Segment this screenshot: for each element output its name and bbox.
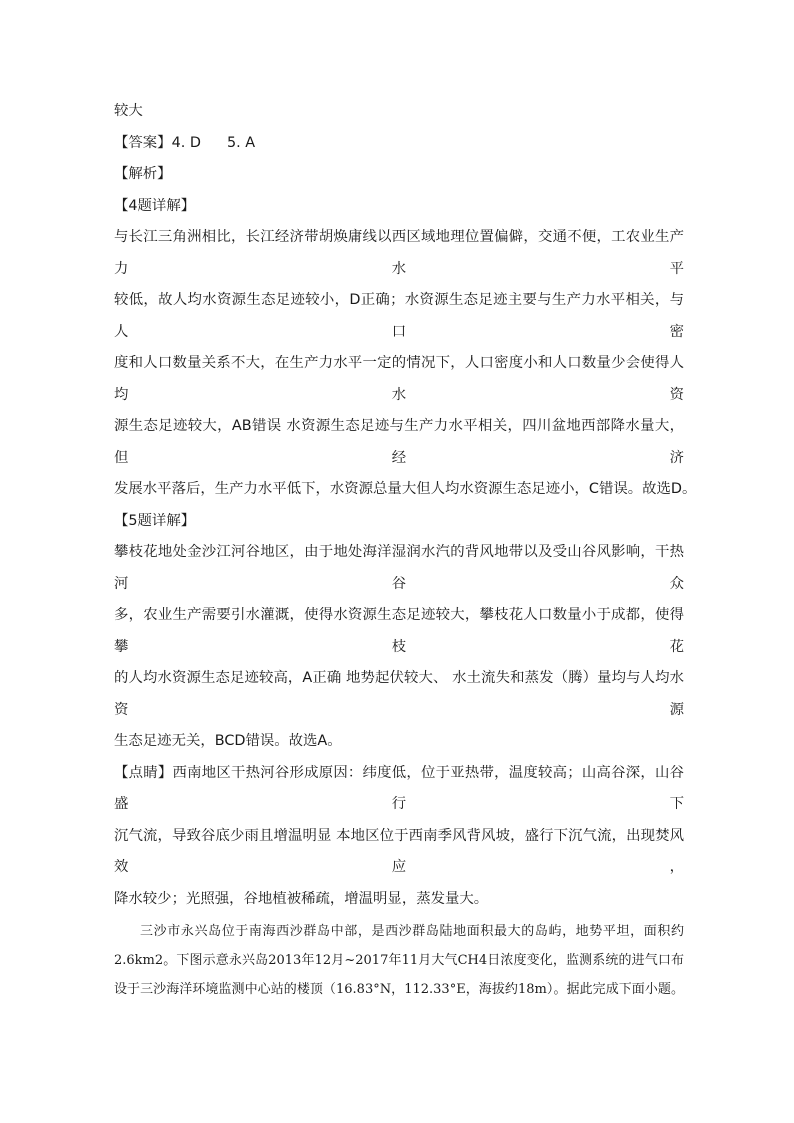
q4-line-2: 较低，故人均水资源生态足迹较小，D正确；水资源生态足迹主要与生产力水平相关，与人口密 [114, 292, 684, 340]
intro-line-1: 三沙市永兴岛位于南海西沙群岛中部，是西沙群岛陆地面积最大的岛屿，地势平坦，面积约 [140, 924, 684, 939]
tip-line-2: 沉气流，导致谷底少雨且增温明显 本地区位于西南季风背风坡，盛行下沉气流，出现焚风效应， [114, 827, 684, 875]
q5-line-2: 多，农业生产需要引水灌溉，使得水资源生态足迹较大，攀枝花人口数量小于成都，使得攀枝花 [114, 607, 684, 655]
q4-line-4: 源生态足迹较大，AB错误 水资源生态足迹与生产力水平相关，四川盆地西部降水量大，但经济 [114, 418, 684, 466]
text-line-carryover: 较大 [114, 103, 143, 119]
q5-heading: 【5题详解】 [114, 512, 196, 529]
q4-heading: 【4题详解】 [114, 197, 196, 214]
question-intro [114, 917, 684, 1004]
answer-5: 5. A [226, 134, 256, 151]
document-page [114, 96, 697, 1004]
answer-label: 【答案】4. D [114, 134, 201, 151]
intro-line-3: 设于三沙海洋环境监测中心站的楼顶（16.83°N，112.33°E，海拔约18m）。据此完成下面小题。 [114, 982, 684, 997]
q5-line-1: 攀枝花地处金沙江河谷地区，由于地处海洋湿润水汽的背风地带以及受山谷风影响，干热河谷众 [114, 544, 684, 592]
q5-line-4: 生态足迹无关，BCD错误。故选A。 [114, 733, 342, 749]
tip-line-3: 降水较少；光照强，谷地植被稀疏，增温明显，蒸发量大。 [114, 890, 489, 907]
q4-line-3: 度和人口数量关系不大，在生产力水平一定的情况下，人口密度小和人口数量少会使得人均水资 [114, 355, 684, 403]
intro-line-2: 2.6km2。下图示意永兴岛2013年12月~2017年11月大气CH4日浓度变化，监测系统的进气口布 [114, 953, 684, 968]
q4-line-1: 与长江三角洲相比，长江经济带胡焕庸线以西区域地理位置偏僻，交通不便，工农业生产力水平 [114, 229, 684, 277]
q5-line-3: 的人均水资源生态足迹较高，A正确 地势起伏较大、 水土流失和蒸发（腾）量均与人均水资源 [114, 670, 684, 718]
analysis-heading: 【解析】 [114, 166, 172, 182]
q4-line-5: 发展水平落后，生产力水平低下，水资源总量大但人均水资源生态足迹小，C错误。故选D。 [114, 481, 697, 497]
tip-line-1: 【点睛】西南地区干热河谷形成原因：纬度低，位于亚热带，温度较高；山高谷深，山谷盛行下 [114, 764, 684, 812]
answer-line [114, 128, 684, 160]
